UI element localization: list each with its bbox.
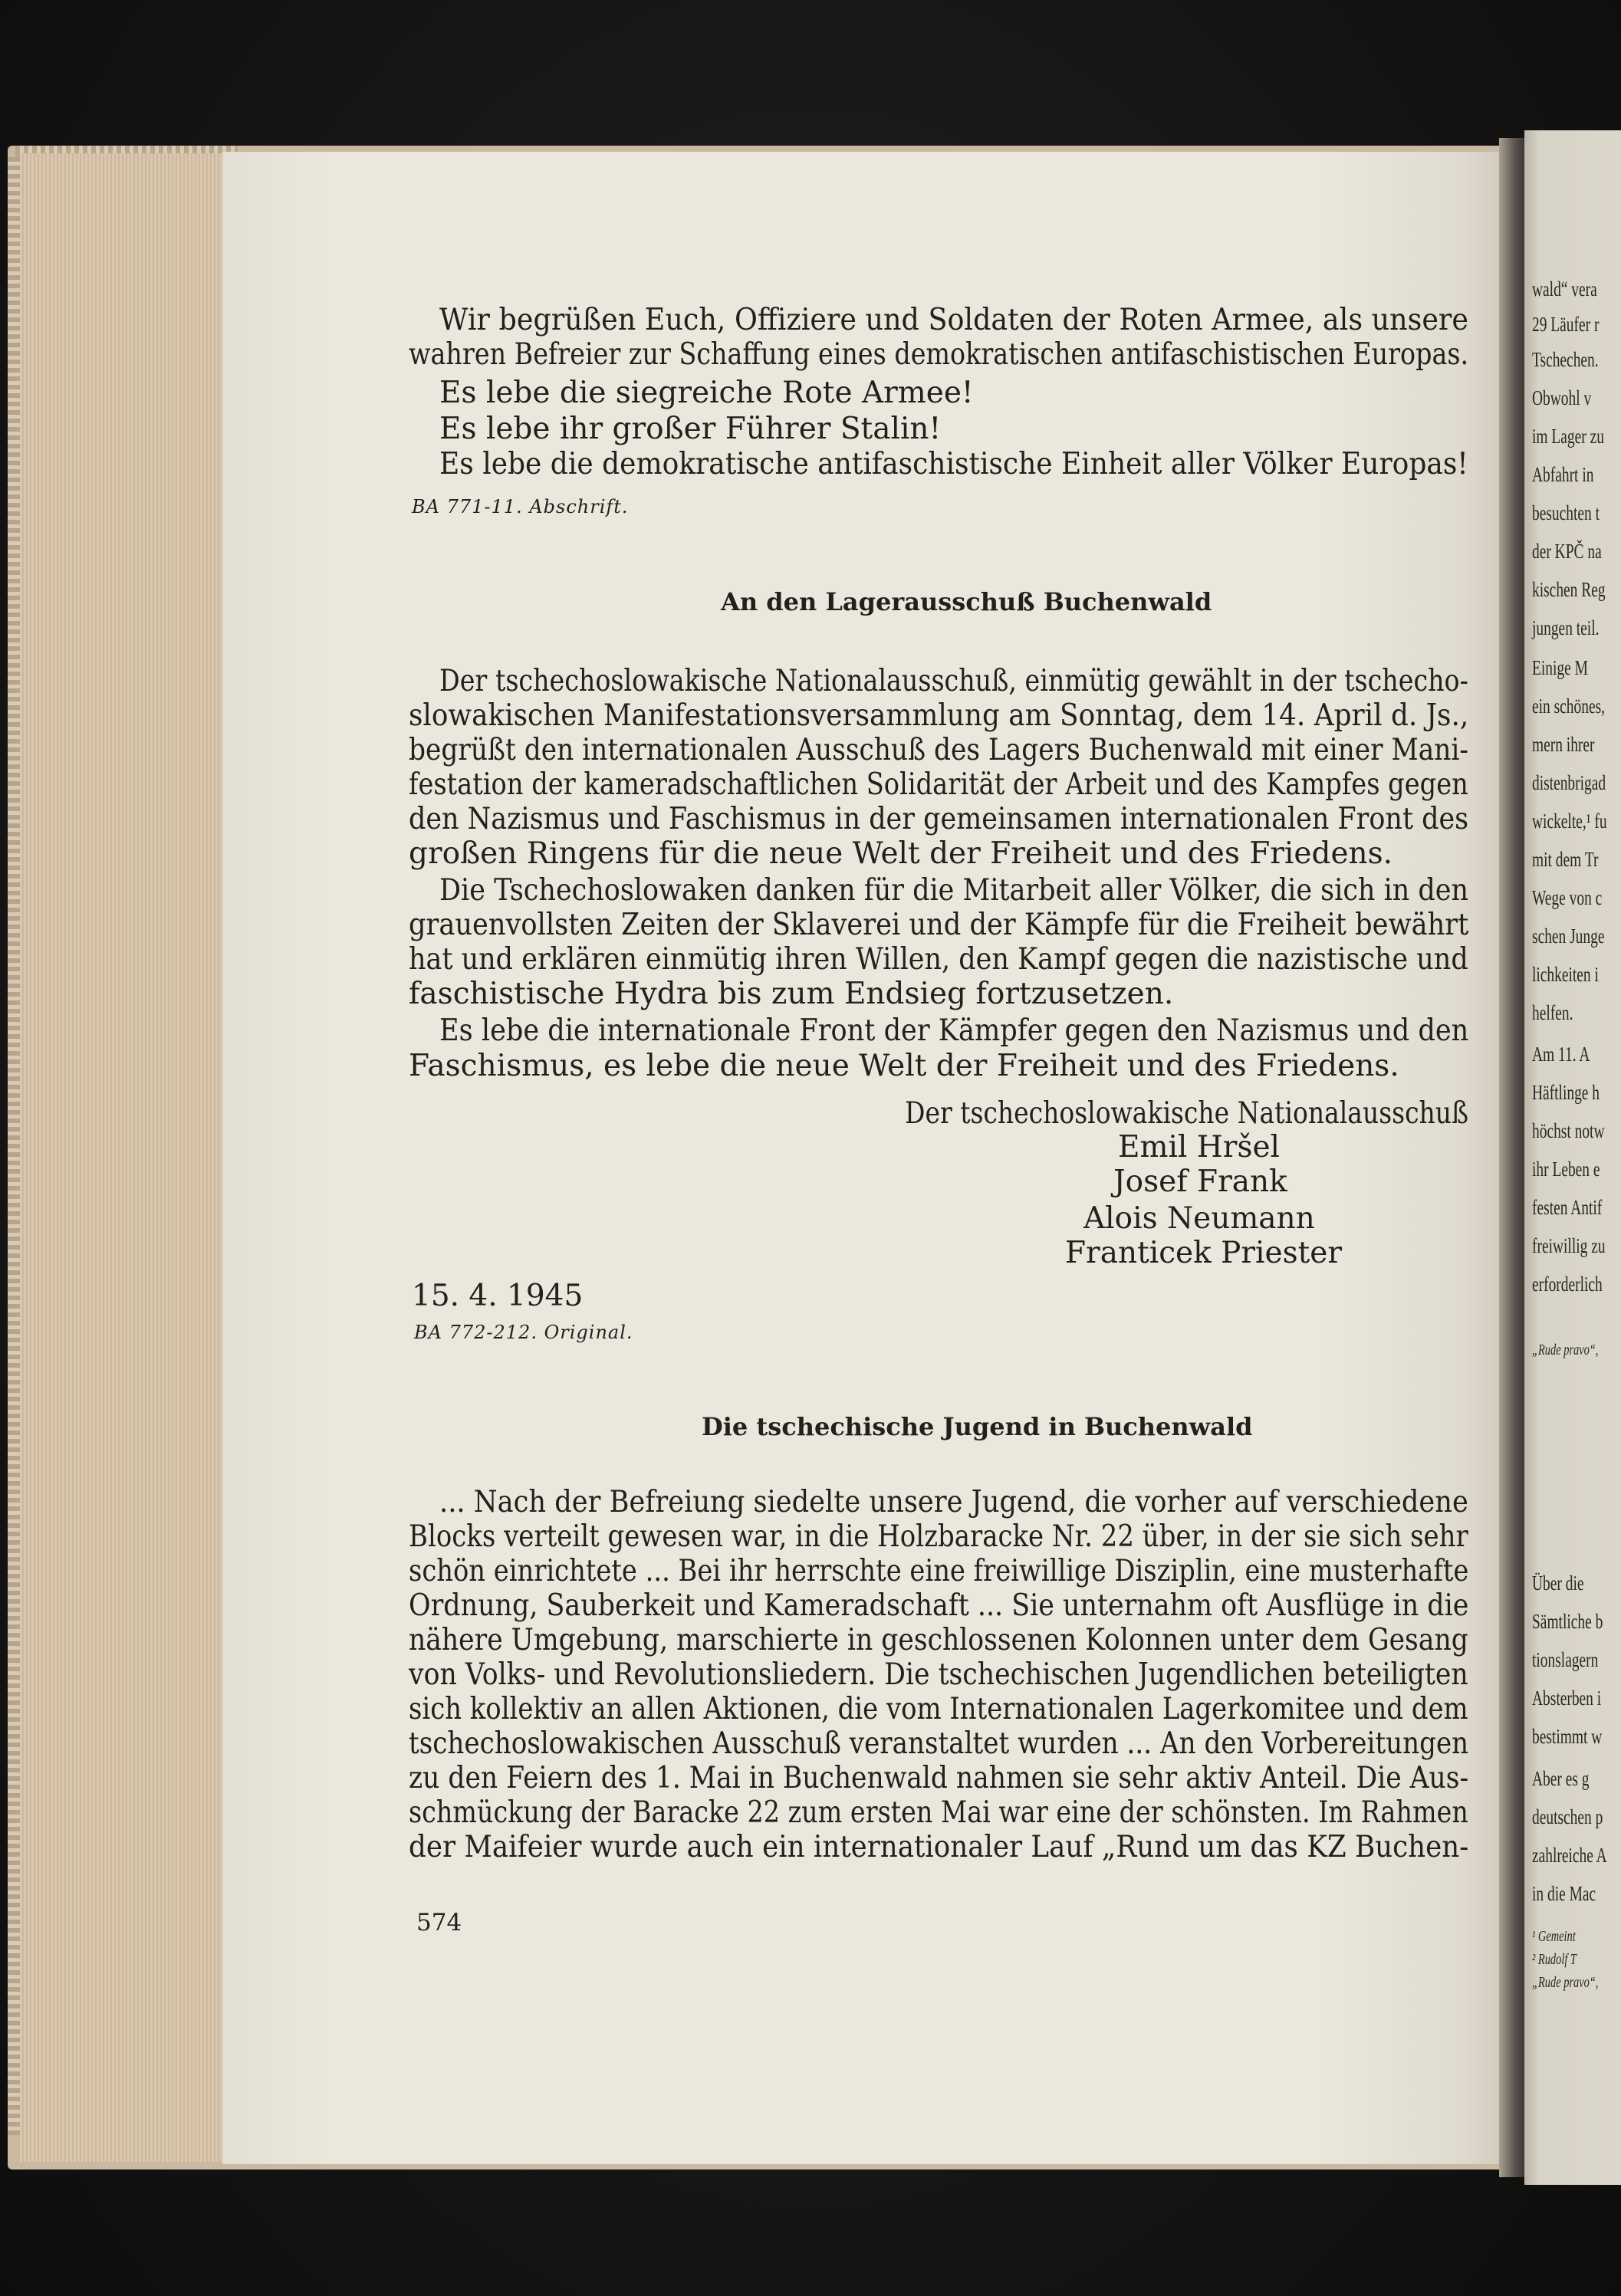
body-line: wahren Befreier zur Schaffung eines demokratischen antifaschistischen Europas. bbox=[409, 337, 1469, 372]
body-line: Es lebe die demokratische antifaschistische Einheit aller Völker Europas! bbox=[439, 447, 1468, 481]
next-page-line: „Rude pravo“, bbox=[1532, 1342, 1599, 1358]
next-page-line: höchst notw bbox=[1532, 1119, 1605, 1142]
next-page-line: Wege von c bbox=[1532, 886, 1603, 909]
body-line: der Maifeier wurde auch ein internationaler Lauf „Rund um das KZ Buchen- bbox=[409, 1830, 1469, 1864]
document-date: 15. 4. 1945 bbox=[412, 1279, 584, 1313]
signatory: Der tschechoslowakische Nationalausschuß bbox=[905, 1096, 1469, 1131]
next-page-line: „Rude pravo“, bbox=[1532, 1974, 1599, 1991]
section-heading: An den Lagerausschuß Buchenwald bbox=[721, 587, 1212, 616]
next-page-line: 29 Läufer r bbox=[1532, 313, 1600, 336]
next-page-line: Absterben i bbox=[1532, 1687, 1602, 1710]
signer: Franticek Priester bbox=[1065, 1236, 1343, 1270]
next-page-line: Abfahrt in bbox=[1532, 463, 1594, 486]
next-page-line: in die Mac bbox=[1532, 1882, 1596, 1905]
body-line: schön einrichtete ... Bei ihr herrschte eine freiwillige Disziplin, eine musterhafte bbox=[409, 1554, 1469, 1588]
signer: Alois Neumann bbox=[1083, 1201, 1315, 1236]
next-page-line: wickelte,¹ fu bbox=[1532, 810, 1607, 833]
body-line: Die Tschechoslowaken danken für die Mitarbeit aller Völker, die sich in den bbox=[439, 873, 1469, 908]
body-line: Der tschechoslowakische Nationalausschuß, einmütig gewählt in der tschecho- bbox=[439, 664, 1468, 698]
next-page-line: Aber es g bbox=[1532, 1767, 1590, 1790]
next-page-line: besuchten t bbox=[1532, 501, 1600, 524]
body-line: sich kollektiv an allen Aktionen, die vom Internationalen Lagerkomitee und dem bbox=[409, 1692, 1468, 1726]
next-page-line: Tschechen. bbox=[1532, 348, 1599, 371]
next-page-line: Obwohl v bbox=[1532, 386, 1592, 409]
body-line: hat und erklären einmütig ihren Willen, den Kampf gegen die nazistische und bbox=[409, 942, 1468, 977]
signer: Emil Hršel bbox=[1118, 1130, 1281, 1164]
next-page-line: deutschen p bbox=[1532, 1805, 1603, 1828]
next-page-line: freiwillig zu bbox=[1532, 1234, 1606, 1257]
body-line: faschistische Hydra bis zum Endsieg fortzusetzen. bbox=[409, 977, 1174, 1011]
body-line: Es lebe die siegreiche Rote Armee! bbox=[439, 376, 974, 410]
next-page-line: mern ihrer bbox=[1532, 733, 1595, 756]
next-page-line: zahlreiche A bbox=[1532, 1844, 1607, 1867]
body-line: festation der kameradschaftlichen Solidarität der Arbeit und des Kampfes gegen bbox=[409, 767, 1468, 802]
next-page-line: lichkeiten i bbox=[1532, 963, 1599, 986]
body-line: großen Ringens für die neue Welt der Freiheit und des Friedens. bbox=[409, 836, 1393, 871]
body-line: den Nazismus und Faschismus in der gemeinsamen internationalen Front des bbox=[409, 802, 1469, 836]
body-line: nähere Umgebung, marschierte in geschlossenen Kolonnen unter dem Gesang bbox=[409, 1623, 1468, 1657]
body-line: von Volks- und Revolutionsliedern. Die tschechischen Jugendlichen beteiligten bbox=[409, 1657, 1468, 1692]
next-page-line: tionslagern bbox=[1532, 1648, 1599, 1671]
source-citation: BA 772-212. Original. bbox=[414, 1322, 633, 1343]
next-page-line: wald“ vera bbox=[1532, 278, 1597, 301]
next-page-line: im Lager zu bbox=[1532, 425, 1604, 448]
body-line: Blocks verteilt gewesen war, in die Holzbaracke Nr. 22 über, in der sie sich sehr bbox=[409, 1519, 1468, 1554]
next-page-line: kischen Reg bbox=[1532, 578, 1606, 601]
body-line: grauenvollsten Zeiten der Sklaverei und der Kämpfe für die Freiheit bewährt bbox=[409, 908, 1469, 942]
next-page-line: der KPČ na bbox=[1532, 540, 1602, 563]
source-citation: BA 771-11. Abschrift. bbox=[412, 496, 629, 517]
next-page-line: ein schönes, bbox=[1532, 695, 1606, 718]
next-page-line: schen Junge bbox=[1532, 925, 1605, 948]
page-number: 574 bbox=[416, 1909, 462, 1936]
next-page-fragment bbox=[1524, 130, 1621, 2185]
next-page-line: Sämtliche b bbox=[1532, 1610, 1603, 1633]
body-line: ... Nach der Befreiung siedelte unsere Jugend, die vorher auf verschiedene bbox=[439, 1485, 1468, 1519]
next-page-line: Einige M bbox=[1532, 656, 1588, 679]
next-page-line: Am 11. A bbox=[1532, 1043, 1590, 1066]
body-line: tschechoslowakischen Ausschuß veranstaltet wurden ... An den Vorbereitungen bbox=[409, 1726, 1469, 1761]
body-line: zu den Feiern des 1. Mai in Buchenwald nahmen sie sehr aktiv Anteil. Die Aus- bbox=[409, 1761, 1469, 1795]
next-page-line: jungen teil. bbox=[1532, 616, 1600, 639]
next-page-line: helfen. bbox=[1532, 1001, 1573, 1024]
next-page-line: ¹ Gemeint bbox=[1532, 1928, 1576, 1945]
body-line: Wir begrüßen Euch, Offiziere und Soldaten der Roten Armee, als unsere bbox=[439, 303, 1468, 337]
section-heading: Die tschechische Jugend in Buchenwald bbox=[702, 1412, 1253, 1441]
next-page-line: ihr Leben e bbox=[1532, 1158, 1600, 1181]
next-page-line: erforderlich bbox=[1532, 1273, 1603, 1296]
body-line: begrüßt den internationalen Ausschuß des Lagers Buchenwald mit einer Mani- bbox=[409, 733, 1469, 767]
next-page-line: festen Antif bbox=[1532, 1196, 1603, 1219]
next-page-line: ² Rudolf T bbox=[1532, 1951, 1577, 1968]
body-line: Es lebe die internationale Front der Kämpfer gegen den Nazismus und den bbox=[439, 1013, 1469, 1048]
next-page-line: bestimmt w bbox=[1532, 1725, 1603, 1748]
body-line: Ordnung, Sauberkeit und Kameradschaft ... Sie unternahm oft Ausflüge in die bbox=[409, 1588, 1469, 1623]
body-line: Faschismus, es lebe die neue Welt der Freiheit und des Friedens. bbox=[409, 1049, 1399, 1083]
page-edges bbox=[20, 153, 227, 2162]
next-page-line: distenbrigad bbox=[1532, 771, 1606, 794]
next-page-line: mit dem Tr bbox=[1532, 848, 1599, 871]
body-line: Es lebe ihr großer Führer Stalin! bbox=[439, 412, 942, 446]
signer: Josef Frank bbox=[1113, 1164, 1287, 1199]
next-page-line: Häftlinge h bbox=[1532, 1081, 1600, 1104]
body-line: schmückung der Baracke 22 zum ersten Mai war eine der schönsten. Im Rahmen bbox=[409, 1795, 1468, 1830]
next-page-line: Über die bbox=[1532, 1572, 1584, 1595]
body-line: slowakischen Manifestationsversammlung am Sonntag, dem 14. April d. Js., bbox=[409, 698, 1469, 733]
